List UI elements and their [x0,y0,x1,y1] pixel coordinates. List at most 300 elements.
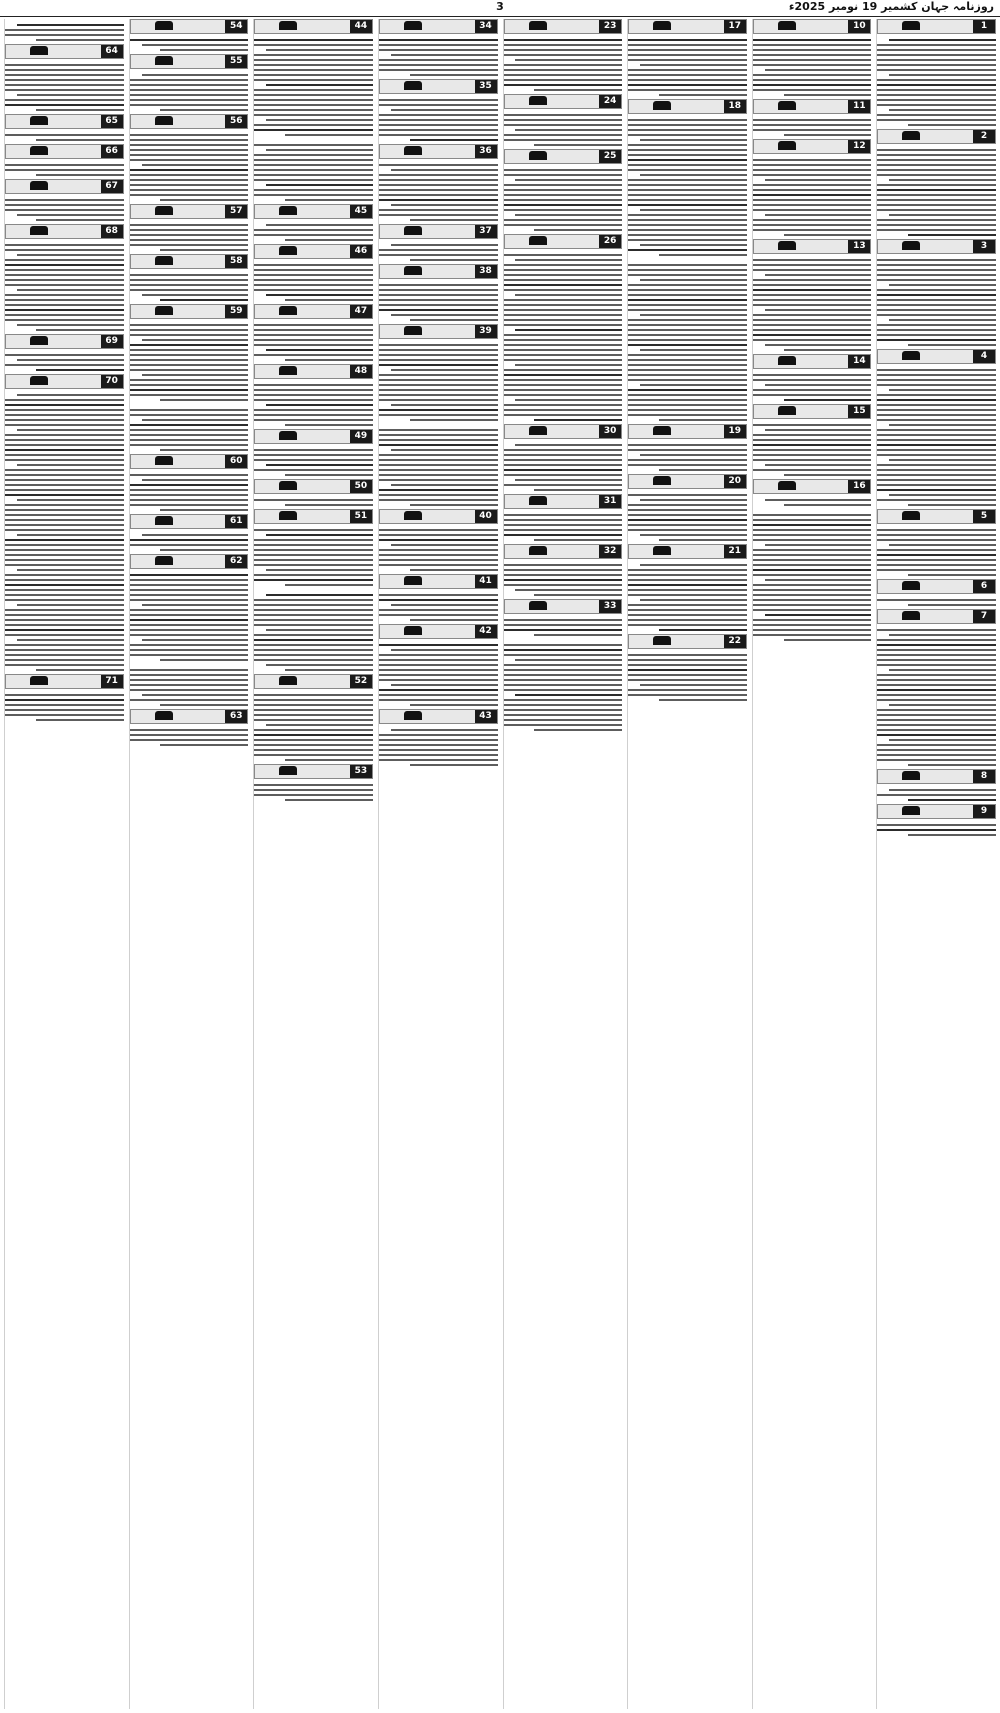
text-line [391,169,498,171]
text-line [877,469,996,471]
item-text [254,219,373,241]
item-tag-icon [902,131,920,140]
text-line [628,84,747,86]
item-tag-icon [279,366,297,375]
text-line [753,264,872,266]
item-header [254,479,373,494]
text-line [534,594,622,596]
text-line [877,99,996,101]
text-line [379,474,498,476]
text-line [877,369,996,371]
text-line [784,474,872,476]
text-line [753,159,872,161]
classified-item [130,554,249,661]
text-line [254,329,373,331]
item-text [254,259,373,301]
text-line [391,404,498,406]
text-line [379,499,498,501]
text-line [753,184,872,186]
text-line [877,184,996,186]
text-line [254,719,373,721]
text-line [5,659,124,661]
text-line [5,559,124,561]
classified-item [254,139,373,201]
text-line [130,229,249,231]
item-text [5,194,124,221]
classified-item [877,769,996,801]
text-line [753,314,872,316]
item-header [504,424,623,439]
item-text [5,19,124,41]
text-line [254,354,373,356]
text-line [877,454,996,456]
text-line [254,564,373,566]
text-line [379,734,498,736]
text-line [36,719,124,721]
text-line [254,454,373,456]
text-line [254,414,373,416]
text-line [628,414,747,416]
column-1 [876,19,996,1709]
text-line [379,184,498,186]
item-header [130,709,249,724]
item-tag-icon [155,206,173,215]
item-header [130,554,249,569]
item-text [753,114,872,136]
text-line [5,69,124,71]
text-line [628,514,747,516]
classified-item [5,44,124,111]
item-number: 49 [350,430,372,443]
item-header [130,54,249,69]
text-line [877,209,996,211]
item-text [130,404,249,451]
text-line [254,459,373,461]
text-line [504,299,623,301]
item-number: 51 [350,510,372,523]
text-line [504,194,623,196]
item-text [130,664,249,706]
text-line [391,204,498,206]
text-line [877,229,996,231]
text-line [285,199,373,201]
item-header [254,674,373,689]
item-tag-icon [279,431,297,440]
text-line [515,589,622,591]
text-line [628,609,747,611]
text-line [130,354,249,356]
item-header [130,114,249,129]
text-line [628,59,747,61]
item-number: 43 [475,710,497,723]
text-line [753,119,872,121]
classified-item [753,479,872,506]
text-line [504,79,623,81]
text-line [130,499,249,501]
text-line [266,294,373,296]
item-tag-icon [279,21,297,30]
text-line [515,129,622,131]
text-line [130,739,249,741]
text-line [254,194,373,196]
text-line [628,374,747,376]
item-tag-icon [778,356,796,365]
classified-item [753,354,872,401]
item-number: 54 [225,20,247,33]
text-line [379,394,498,396]
text-line [784,349,872,351]
text-line [640,564,747,566]
text-line [130,144,249,146]
classified-item [130,709,249,746]
text-line [266,594,373,596]
text-line [5,354,124,356]
text-line [877,539,996,541]
item-text [130,724,249,746]
text-line [410,259,498,261]
text-line [877,329,996,331]
text-line [889,74,996,76]
item-text [628,559,747,631]
text-line [640,244,747,246]
text-line [5,424,124,426]
text-line [254,124,373,126]
text-line [753,44,872,46]
text-line [254,654,373,656]
text-line [254,99,373,101]
text-line [5,574,124,576]
item-tag-icon [30,146,48,155]
text-line [254,624,373,626]
text-line [160,509,248,511]
item-tag-icon [30,336,48,345]
text-line [5,494,124,496]
text-line [160,109,248,111]
text-line [877,684,996,686]
text-line [254,179,373,181]
text-line [5,619,124,621]
text-line [753,534,872,536]
text-line [504,454,623,456]
item-header [628,634,747,649]
text-line [515,364,622,366]
text-line [628,399,747,401]
text-line [379,549,498,551]
column-4 [503,19,623,1709]
text-line [659,94,747,96]
text-line [17,214,124,216]
text-line [5,294,124,296]
text-line [130,369,249,371]
item-tag-icon [778,21,796,30]
item-header [130,514,249,529]
text-line [877,729,996,731]
text-line [17,534,124,536]
text-line [379,469,498,471]
text-line [379,384,498,386]
text-line [753,129,872,131]
item-text [254,319,373,361]
text-line [877,414,996,416]
item-number: 21 [724,545,746,558]
text-line [753,59,872,61]
classified-item [5,334,124,371]
text-line [784,399,872,401]
text-line [504,574,623,576]
item-header [5,374,124,389]
item-number: 10 [848,20,870,33]
text-line [142,44,249,46]
text-line [753,374,872,376]
text-line [515,659,622,661]
text-line [877,484,996,486]
item-header [379,264,498,279]
text-line [504,414,623,416]
text-line [410,569,498,571]
item-text [753,254,872,351]
item-tag-icon [279,676,297,685]
text-line [379,674,498,676]
text-line [628,309,747,311]
item-tag-icon [30,116,48,125]
text-line [877,479,996,481]
text-line [254,659,373,661]
column-2 [752,19,872,1709]
item-tag-icon [30,676,48,685]
text-line [628,239,747,241]
text-line [753,519,872,521]
text-line [753,324,872,326]
text-line [628,229,747,231]
text-line [515,179,622,181]
text-line [504,569,623,571]
text-line [5,199,124,201]
text-line [142,374,249,376]
text-line [628,124,747,126]
item-number: 38 [475,265,497,278]
item-text [5,389,124,671]
text-line [908,574,996,576]
text-line [628,574,747,576]
item-number: 12 [848,140,870,153]
text-line [877,749,996,751]
text-line [877,529,996,531]
text-line [160,659,248,661]
text-line [504,674,623,676]
text-line [5,579,124,581]
text-line [504,644,623,646]
text-line [130,104,249,106]
item-header [504,234,623,249]
text-line [379,389,498,391]
text-line [504,374,623,376]
item-number: 37 [475,225,497,238]
item-text [628,489,747,541]
text-line [877,794,996,796]
text-line [130,274,249,276]
text-line [765,179,872,181]
text-line [17,464,124,466]
text-line [5,444,124,446]
text-line [515,479,622,481]
text-line [130,179,249,181]
item-number: 70 [101,375,123,388]
text-line [379,249,498,251]
text-line [628,204,747,206]
text-line [266,404,373,406]
text-line [628,589,747,591]
text-line [877,439,996,441]
item-tag-icon [902,771,920,780]
item-text [628,34,747,96]
item-tag-icon [404,81,422,90]
item-header [254,509,373,524]
text-line [877,274,996,276]
text-line [130,684,249,686]
text-line [254,344,373,346]
item-tag-icon [778,406,796,415]
text-line [628,519,747,521]
text-line [379,99,498,101]
text-line [765,429,872,431]
text-line [504,39,623,41]
text-line [877,829,996,831]
text-line [877,569,996,571]
item-text [877,624,996,766]
text-line [504,169,623,171]
item-number: 61 [225,515,247,528]
text-line [285,584,373,586]
text-line [254,754,373,756]
item-tag-icon [529,151,547,160]
text-line [504,319,623,321]
text-line [130,474,249,476]
text-line [504,529,623,531]
classified-item [628,424,747,471]
classified-item [628,19,747,96]
item-text [504,639,623,731]
text-line [379,59,498,61]
text-line [628,54,747,56]
text-line [877,314,996,316]
text-line [504,449,623,451]
classified-item [628,259,747,421]
text-line [628,694,747,696]
text-line [504,114,623,116]
text-line [877,69,996,71]
text-line [391,604,498,606]
text-line [504,254,623,256]
text-line [753,204,872,206]
text-line [753,619,872,621]
text-line [130,159,249,161]
text-line [504,519,623,521]
text-line [628,264,747,266]
item-number: 19 [724,425,746,438]
text-line [254,159,373,161]
text-line [254,59,373,61]
item-tag-icon [404,576,422,585]
text-line [765,214,872,216]
classified-item [628,544,747,631]
text-line [628,674,747,676]
item-tag-icon [279,481,297,490]
item-text [877,819,996,836]
text-line [504,139,623,141]
text-line [410,139,498,141]
text-line [628,149,747,151]
text-line [254,469,373,471]
item-text [504,509,623,541]
text-line [266,464,373,466]
text-line [254,694,373,696]
text-line [753,439,872,441]
text-line [379,254,498,256]
text-line [504,474,623,476]
text-line [877,659,996,661]
item-text [877,784,996,801]
text-line [877,744,996,746]
text-line [889,739,996,741]
text-line [504,284,623,286]
text-line [254,749,373,751]
text-line [877,259,996,261]
text-line [254,114,373,116]
item-header [379,79,498,94]
text-line [254,609,373,611]
text-line [285,424,373,426]
text-line [877,434,996,436]
text-line [5,399,124,401]
classified-item [504,494,623,541]
text-line [877,644,996,646]
text-line [379,364,498,366]
classified-item [254,589,373,671]
text-line [379,414,498,416]
text-line [628,299,747,301]
text-line [379,354,498,356]
item-header [877,579,996,594]
text-line [5,664,124,666]
text-line [877,79,996,81]
classified-item [753,404,872,476]
item-text [379,424,498,506]
text-line [877,824,996,826]
text-line [753,304,872,306]
text-line [753,164,872,166]
text-line [130,484,249,486]
text-line [254,104,373,106]
text-line [254,389,373,391]
text-line [877,549,996,551]
text-line [5,479,124,481]
text-line [628,664,747,666]
text-line [753,584,872,586]
text-line [254,549,373,551]
text-line [254,649,373,651]
text-line [254,69,373,71]
text-line [628,269,747,271]
text-line [254,129,373,131]
text-line [142,419,249,421]
text-line [753,189,872,191]
text-line [765,579,872,581]
text-line [5,204,124,206]
item-tag-icon [404,266,422,275]
item-header [877,609,996,624]
text-line [889,459,996,461]
column-7 [129,19,249,1709]
